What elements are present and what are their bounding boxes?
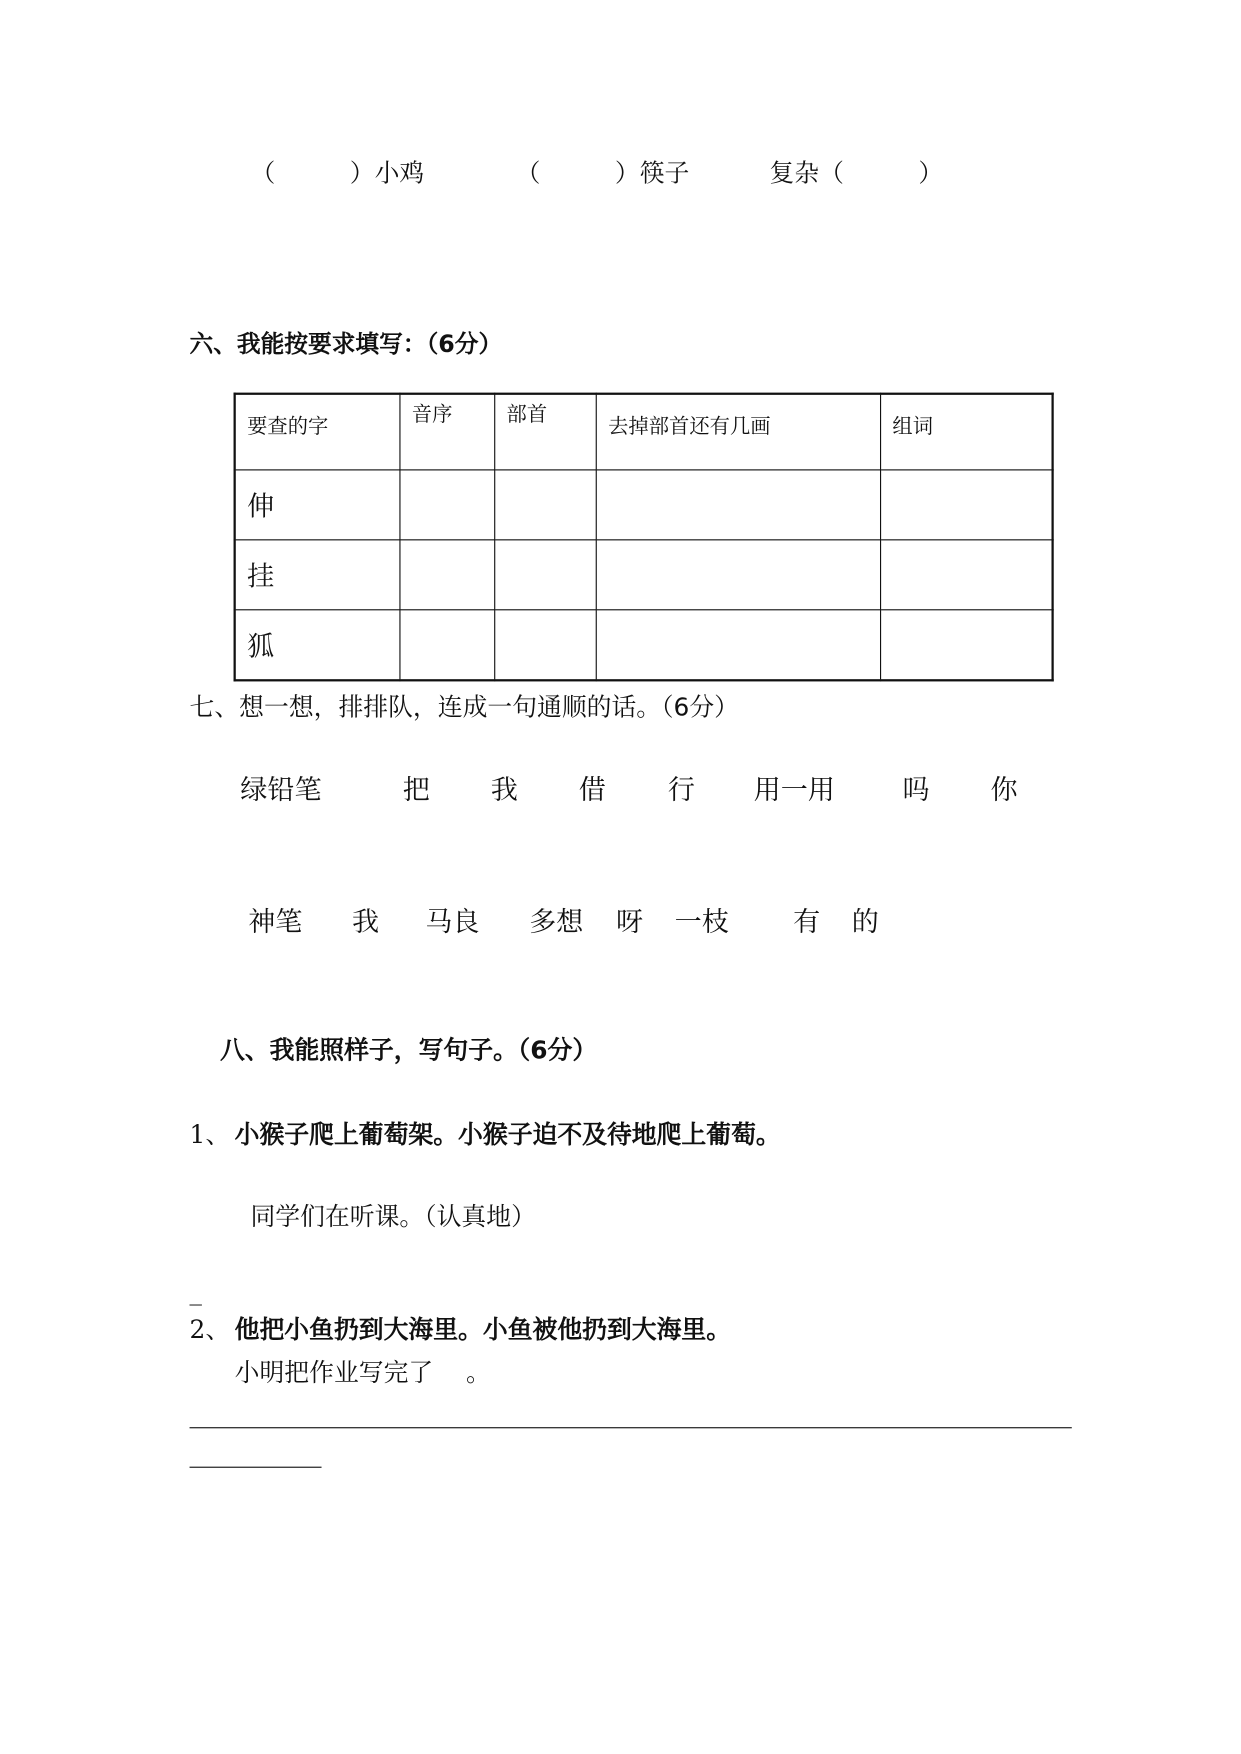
header-word: 组词	[881, 394, 1053, 470]
item-2-number: 2、	[189, 1316, 231, 1345]
fill-blank-complex: 复杂（ ）	[769, 160, 944, 189]
section-6-heading: 六、我能按要求填写：（6分）	[189, 330, 503, 358]
item-1-number: 1、	[189, 1121, 231, 1150]
header-stroke-count: 去掉部首还有几画	[596, 394, 880, 470]
answer-line[interactable]	[190, 1467, 322, 1468]
word-card: 神笔	[248, 905, 303, 938]
answer-cell[interactable]	[881, 470, 1053, 540]
item-2-example: 他把小鱼扔到大海里。小鱼被他扔到大海里。	[234, 1316, 732, 1345]
word-card: 用一用	[753, 773, 835, 806]
word-card: 绿铅笔	[240, 773, 322, 806]
item-1-example: 小猴子爬上葡萄架。小猴子迫不及待地爬上葡萄。	[234, 1121, 781, 1150]
fill-blank-chopsticks: （ ）筷子	[515, 160, 690, 189]
answer-cell[interactable]	[881, 540, 1053, 610]
header-pinyin-order: 音序	[400, 394, 495, 470]
item-1-task: 同学们在听课。（认真地）	[250, 1203, 536, 1232]
word-card: 我	[351, 905, 380, 938]
word-card: 多想	[529, 905, 584, 938]
section-8-heading: 八、我能照样子，写句子。（6分）	[219, 1036, 598, 1066]
char-cell: 伸	[235, 470, 400, 540]
answer-line[interactable]	[190, 1427, 1072, 1428]
header-radical: 部首	[495, 394, 597, 470]
answer-cell[interactable]	[495, 540, 597, 610]
word-card: 你	[990, 773, 1018, 806]
answer-cell[interactable]	[400, 540, 495, 610]
word-card: 吗	[902, 773, 930, 806]
word-card: 有	[793, 905, 821, 938]
word-card: 呀	[615, 905, 644, 938]
char-cell: 狐	[235, 610, 400, 680]
answer-cell[interactable]	[400, 470, 495, 540]
answer-cell[interactable]	[400, 610, 495, 680]
answer-cell[interactable]	[596, 610, 880, 680]
answer-cell[interactable]	[495, 470, 597, 540]
word-card: 的	[851, 905, 879, 938]
stray-underscore: _	[189, 1278, 202, 1307]
word-card: 借	[578, 773, 606, 806]
word-card: 马良	[425, 905, 480, 938]
answer-cell[interactable]	[881, 610, 1053, 680]
item-2-task: 小明把作业写完了 。	[234, 1359, 491, 1388]
char-cell: 挂	[235, 540, 400, 610]
section-7-heading: 七、想一想，排排队，连成一句通顺的话。（6分）	[189, 693, 739, 723]
word-card: 行	[667, 773, 695, 806]
word-card: 我	[490, 773, 518, 806]
dictionary-table	[234, 393, 1054, 681]
answer-cell[interactable]	[596, 540, 880, 610]
answer-cell[interactable]	[596, 470, 880, 540]
header-char: 要查的字	[235, 394, 400, 470]
answer-cell[interactable]	[495, 610, 597, 680]
word-card: 把	[402, 773, 430, 806]
fill-blank-chick: （ ）小鸡	[250, 160, 425, 189]
word-card: 一枝	[674, 905, 729, 938]
